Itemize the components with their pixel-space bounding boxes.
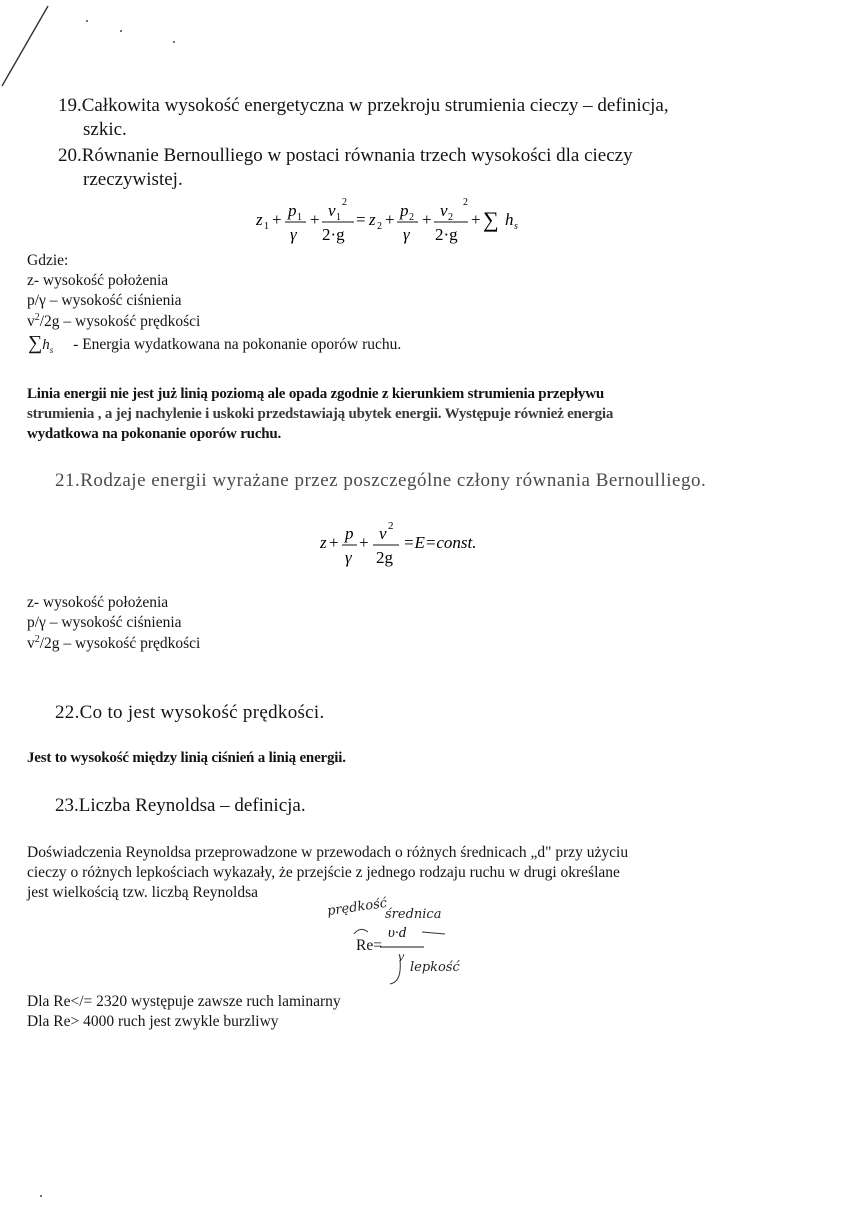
svg-text:γ: γ	[403, 225, 410, 244]
question-20-line1: 20.Równanie Bernoulliego w postaci równania trzech wysokości dla cieczy	[58, 145, 633, 166]
svg-text:2·g: 2·g	[435, 225, 458, 244]
reynolds-re-label: Re=	[356, 937, 382, 954]
sum-symbol: ∑	[28, 332, 43, 354]
svg-text:∑: ∑	[483, 207, 499, 232]
svg-text:+: +	[272, 210, 282, 229]
reynolds-fraction-bar	[380, 945, 430, 949]
q21-def-position-height: z- wysokość położenia	[27, 594, 169, 611]
speck	[173, 41, 175, 43]
svg-text:p: p	[288, 201, 297, 220]
q21-def-pressure-height: p/γ – wysokość ciśnienia	[27, 614, 182, 631]
reynolds-numerator: υ·d	[388, 925, 407, 941]
def-position-height: z- wysokość położenia	[27, 272, 169, 289]
speck	[120, 30, 122, 32]
bernoulli-energy-formula	[315, 515, 515, 575]
svg-text:2g: 2g	[376, 548, 393, 567]
reynolds-para-3: jest wielkością tzw. liczbą Reynoldsa	[27, 884, 258, 901]
handwritten-speed-note: prędkość	[326, 895, 388, 920]
question-19-line1: 19.Całkowita wysokość energetyczna w przekroju strumienia cieczy – definicja,	[58, 95, 669, 116]
svg-text:h: h	[505, 210, 514, 229]
energy-line-para-2: strumienia , a jej nachylenie i uskoki przedstawiają ubytek energii. Występuje również energia	[27, 406, 614, 422]
svg-text:z: z	[369, 210, 376, 229]
svg-text:v: v	[440, 201, 448, 220]
q21-def-velocity-height: $v^2/2g$ – wysokość prędkości	[27, 634, 201, 653]
svg-text:z: z	[320, 533, 327, 552]
energy-line-para-1: Linia energii nie jest już linią poziomą ale opada zgodnie z kierunkiem strumienia przepływu	[27, 386, 605, 402]
svg-text:v: v	[379, 524, 387, 543]
svg-text:+: +	[359, 533, 369, 552]
handwritten-viscosity-note: lepkość	[410, 960, 460, 975]
svg-text:+: +	[471, 210, 481, 229]
svg-text:v: v	[328, 201, 336, 220]
svg-text:+: +	[329, 533, 339, 552]
where-label: Gdzie:	[27, 252, 69, 269]
bernoulli-real-fluid-formula	[250, 192, 550, 252]
svg-text:2: 2	[342, 197, 347, 208]
reynolds-para-2: cieczy o różnych lepkościach wykazały, że przejście z jednego rodzaju ruchu w drugi określane	[27, 864, 620, 881]
laminar-flow-statement: Dla Re</= 2320 występuje zawsze ruch laminarny	[27, 993, 341, 1010]
svg-text:γ: γ	[290, 225, 297, 244]
handwritten-diameter-note: średnica	[385, 907, 442, 922]
svg-text:2: 2	[409, 212, 414, 223]
svg-text:γ: γ	[345, 548, 352, 567]
svg-text:2: 2	[448, 212, 453, 223]
svg-text:=: =	[356, 210, 366, 229]
reynolds-denominator: ν	[398, 950, 405, 965]
question-22-title: 22.Co to jest wysokość prędkości.	[55, 702, 325, 723]
speck	[40, 1195, 42, 1197]
question-20-line2: rzeczywistej.	[83, 169, 183, 190]
def-velocity-height: $v^2/2g$ – wysokość prędkości	[27, 312, 201, 331]
svg-text:+: +	[422, 210, 432, 229]
svg-text:=E=const.: =E=const.	[403, 533, 477, 552]
pen-stroke-mark	[0, 0, 60, 90]
svg-text:2: 2	[388, 520, 394, 532]
q22-answer: Jest to wysokość między linią ciśnień a linią energii.	[27, 750, 346, 766]
svg-text:s: s	[514, 221, 518, 232]
turbulent-flow-statement: Dla Re> 4000 ruch jest zwykle burzliwy	[27, 1013, 279, 1030]
svg-text:+: +	[385, 210, 395, 229]
svg-text:1: 1	[264, 221, 269, 232]
question-19-line2: szkic.	[83, 119, 127, 140]
question-23-title: 23.Liczba Reynoldsa – definicja.	[55, 795, 306, 816]
svg-text:p: p	[400, 201, 409, 220]
energy-line-para-3: wydatkowa na pokonanie oporów ruchu.	[27, 426, 282, 442]
def-energy-losses: $\sum h_s$ - Energia wydatkowana na pokonanie oporów ruchu.	[28, 332, 402, 356]
svg-text:+: +	[310, 210, 320, 229]
svg-text:1: 1	[297, 212, 302, 223]
question-21-title: 21.Rodzaje energii wyrażane przez poszczególne człony równania Bernoulliego.	[55, 470, 707, 491]
def-pressure-height: p/γ – wysokość ciśnienia	[27, 292, 182, 309]
svg-text:2: 2	[463, 197, 468, 208]
svg-text:p: p	[345, 524, 354, 543]
svg-text:2·g: 2·g	[322, 225, 345, 244]
svg-text:1: 1	[336, 212, 341, 223]
svg-text:2: 2	[377, 221, 382, 232]
svg-text:z: z	[256, 210, 263, 229]
reynolds-para-1: Doświadczenia Reynoldsa przeprowadzone w przewodach o różnych średnicach „d" przy użyciu	[27, 844, 629, 861]
speck	[86, 20, 88, 22]
